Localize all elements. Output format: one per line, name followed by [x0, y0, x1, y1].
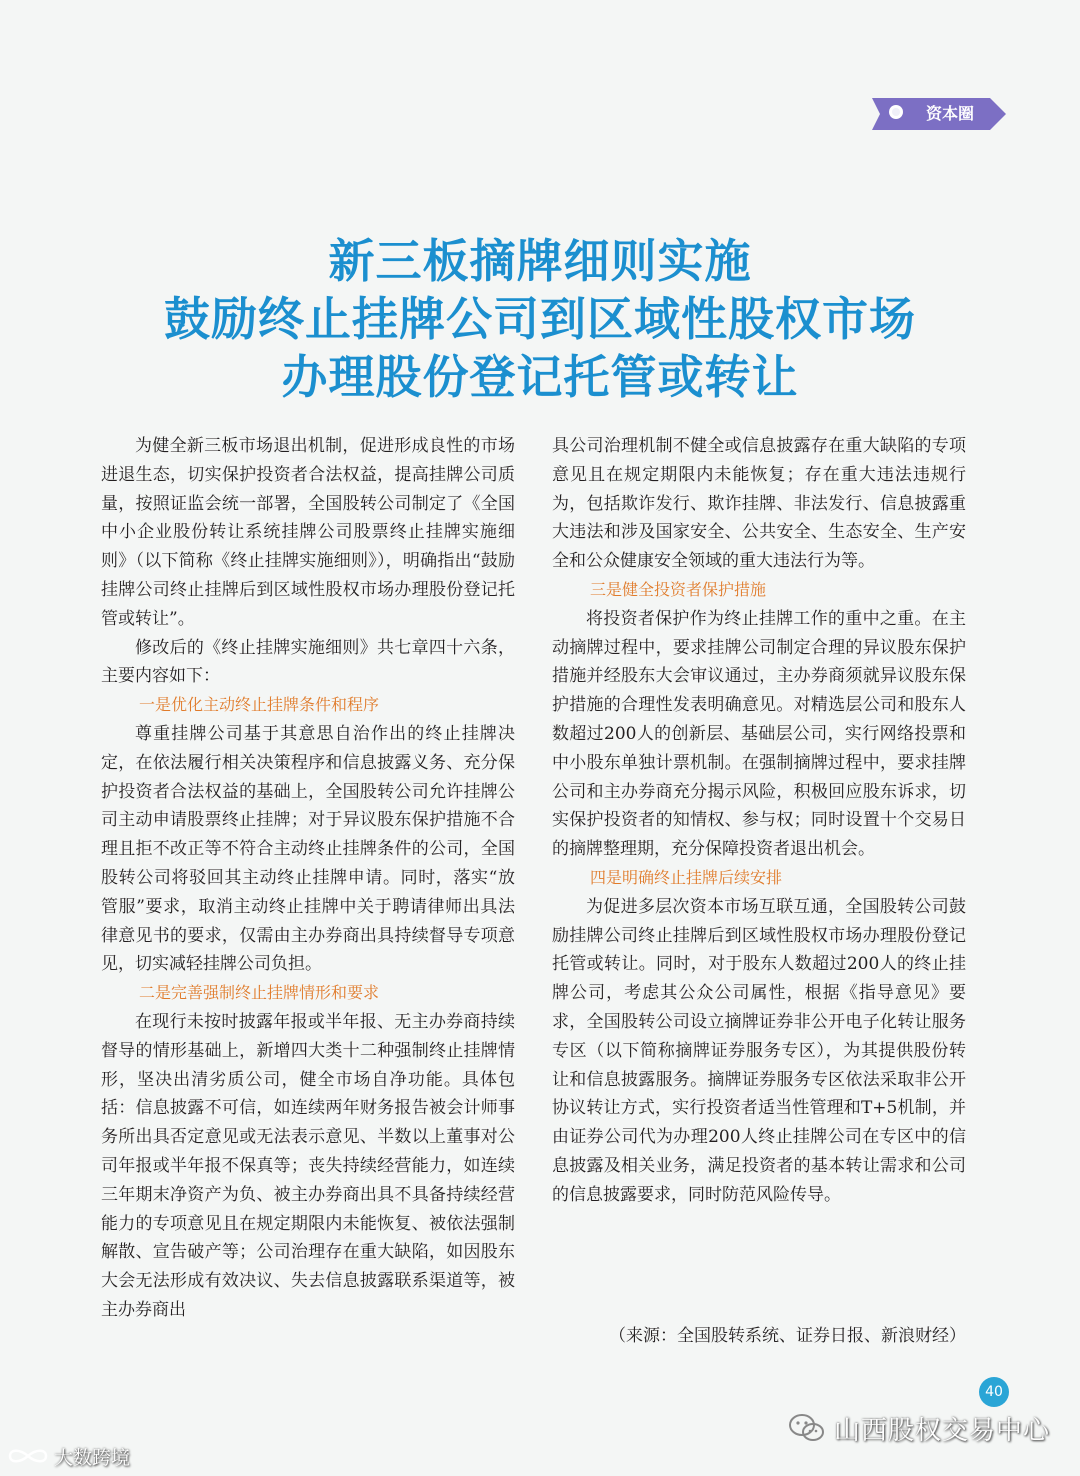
paragraph: 将投资者保护作为终止挂牌工作的重中之重。在主动摘牌过程中，要求挂牌公司制定合理的异议股东保护措施并经股东大会审议通过，主办券商须就异议股东保护措施的合理性发表明确意见。对精选层公司和股东人数超过200人的创新层、基础层公司，实行网络投票和中小股东单独计票机制。在强制摘牌过程中，要求挂牌公司和主办券商充分揭示风险，积极回应股东诉求，切实保护投资者的知情权、参与权；同时设置十个交易日的摘牌整理期，充分保障投资者退出机会。 [552, 608, 966, 860]
paragraph: 具公司治理机制不健全或信息披露存在重大缺陷的专项意见且在规定期限内未能恢复；存在重大违法违规行为，包括欺诈发行、欺诈挂牌、非法发行、信息披露重大违法和涉及国家安全、公共安全、生态安全、生产安全和公众健康安全领域的重大违法行为等。 [552, 436, 966, 572]
subheading: 四是明确终止挂牌后续安排 [590, 867, 783, 887]
subheading: 二是完善强制终止挂牌情形和要求 [139, 983, 380, 1003]
paragraph: 在现行未按时披露年报或半年报、无主办券商持续督导的情形基础上，新增四大类十二种强制终止挂牌情形，坚决出清劣质公司，健全市场自净功能。具体包括：信息披露不可信，如连续两年财务报告被会计师事务所出具否定意见或无法表示意见、半数以上董事对公司年报或半年报不保真等；丧失持续经营能力，如连续三年期末净资产为负、被主办券商出具不具备持续经营能力的专项意见且在规定期限内未能恢复、被依法强制解散、宣告破产等；公司治理存在重大缺陷，如因股东大会无法形成有效决议、失去信息披露联系渠道等，被主办券商出 [101, 1011, 515, 1320]
right-column [552, 432, 966, 1210]
wechat-icon [788, 1413, 826, 1443]
section-tag-label: 资本圈 [925, 104, 974, 123]
watermark-dashu [6, 1440, 130, 1472]
left-column [101, 432, 515, 1325]
section-tag [872, 96, 1008, 132]
watermark-text: 大数跨境 [54, 1446, 131, 1469]
source-note: （来源：全国股转系统、证券日报、新浪财经） [609, 1326, 966, 1346]
article-title [60, 232, 1020, 406]
paragraph: 尊重挂牌公司基于其意思自治作出的终止挂牌决定，在依法履行相关决策程序和信息披露义务、充分保护投资者合法权益的基础上，全国股转公司允许挂牌公司主动申请股票终止挂牌；对于异议股东保护措施不合理且拒不改正等不符合主动终止挂牌条件的公司，全国股转公司将驳回其主动终止挂牌申请。同时，落实“放管服”要求，取消主动终止挂牌中关于聘请律师出具法律意见书的要求，仅需由主办券商出具持续督导专项意见，切实减轻挂牌公司负担。 [101, 723, 515, 975]
infinity-logo-icon [6, 1445, 50, 1467]
paragraph: 修改后的《终止挂牌实施细则》共七章四十六条，主要内容如下： [101, 637, 515, 687]
paragraph: 为健全新三板市场退出机制，促进形成良性的市场进退生态，切实保护投资者合法权益，提高挂牌公司质量，按照证监会统一部署，全国股转公司制定了《全国中小企业股份转让系统挂牌公司股票终止挂牌实施细则》（以下简称《终止挂牌实施细则》），明确指出“鼓励挂牌公司终止挂牌后到区域性股权市场办理股份登记托管或转让”。 [101, 436, 515, 629]
subheading: 三是健全投资者保护措施 [590, 579, 767, 599]
watermark-shanxi [788, 1408, 1050, 1448]
subheading: 一是优化主动终止挂牌条件和程序 [139, 695, 380, 715]
title-line-3: 办理股份登记托管或转让 [281, 350, 799, 404]
watermark-text: 山西股权交易中心 [834, 1415, 1051, 1446]
paragraph: 为促进多层次资本市场互联互通，全国股转公司鼓励挂牌公司终止挂牌后到区域性股权市场办理股份登记托管或转让。同时，对于股东人数超过200人的终止挂牌公司，考虑其公众公司属性，根据《指导意见》要求，全国股转公司设立摘牌证券非公开电子化转让服务专区（以下简称摘牌证券服务专区），为其提供股份转让和信息披露服务。摘牌证券服务专区依法采取非公开协议转让方式，实行投资者适当性管理和T+5机制，并由证券公司代为办理200人终止挂牌公司在专区中的信息披露及相关业务，满足投资者的基本转让需求和公司的信息披露要求，同时防范风险传导。 [552, 896, 966, 1205]
title-line-2: 鼓励终止挂牌公司到区域性股权市场 [164, 292, 916, 346]
page-number: 40 [979, 1377, 1009, 1407]
title-line-1: 新三板摘牌细则实施 [328, 234, 752, 288]
